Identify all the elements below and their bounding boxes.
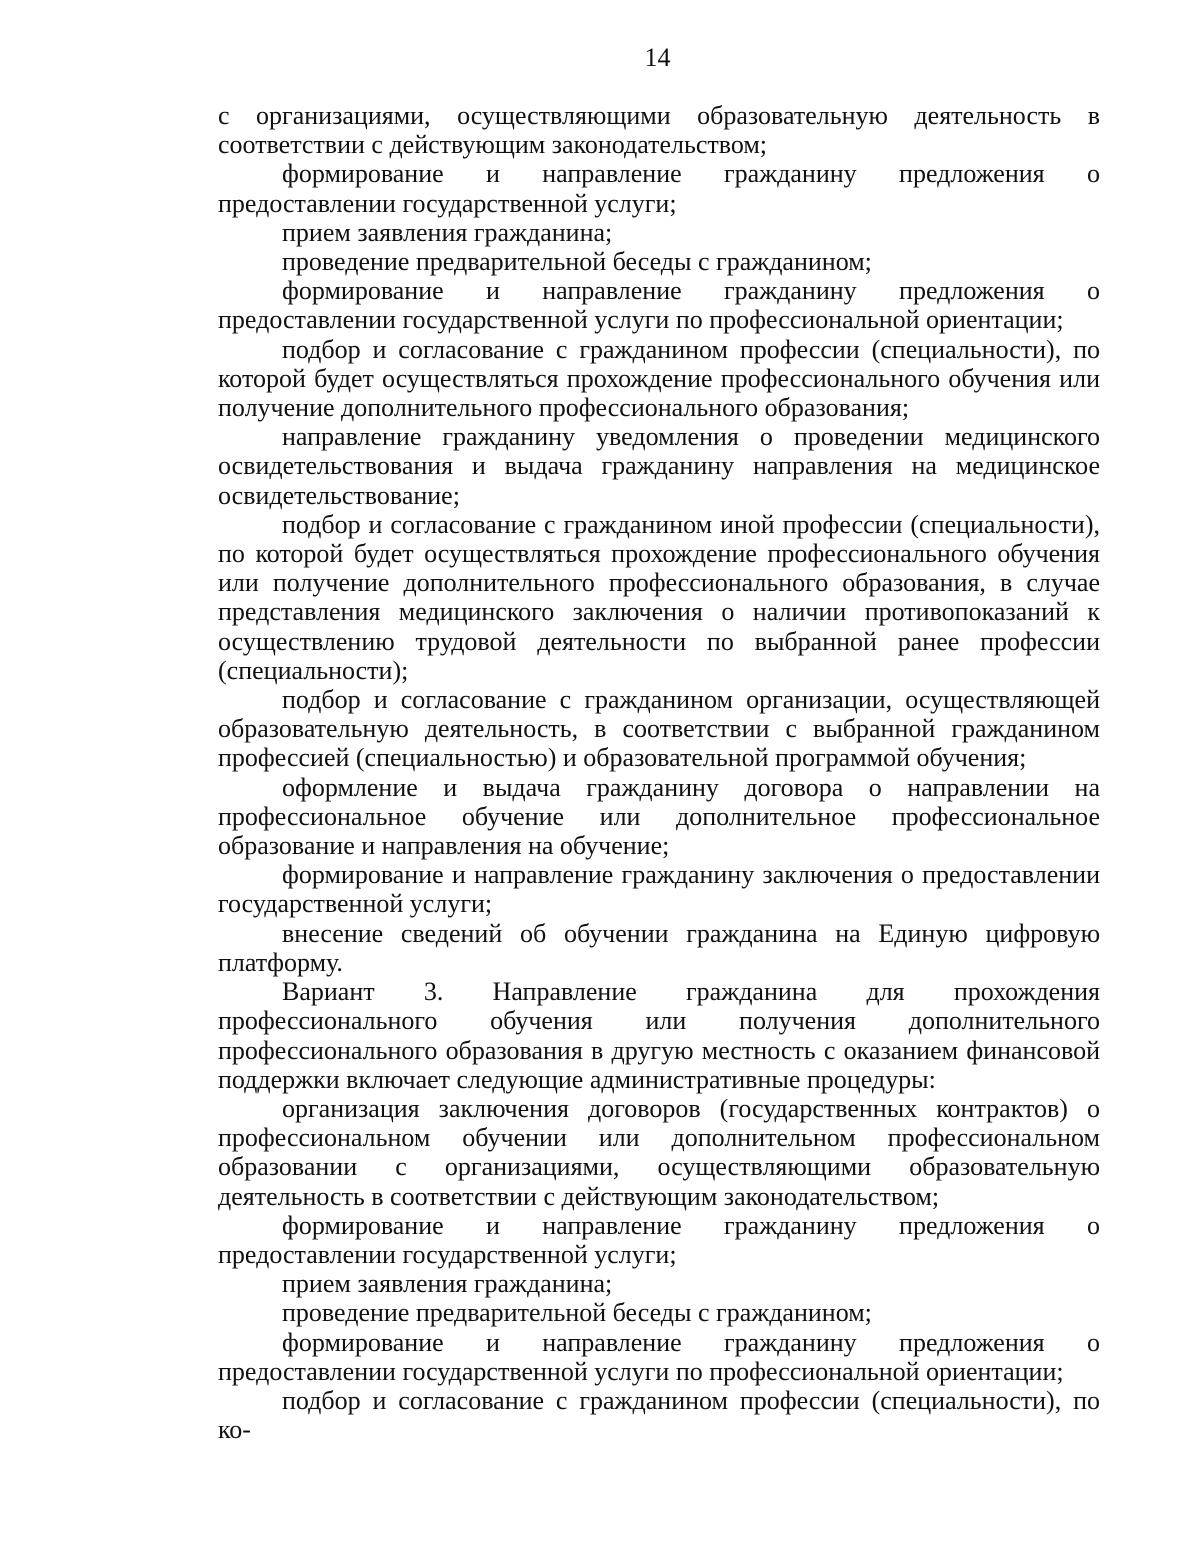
paragraph: прием заявления гражданина; bbox=[282, 1269, 613, 1299]
paragraph: формирование и направление гражданину предложения о предоставлении государственной услуги по профессиональной ориентации; bbox=[218, 276, 1100, 335]
paragraph: Вариант 3. Направление гражданина для прохождения профессионального обучения или получения дополнительного профессионального образования в другую местность с оказанием финансовой поддержки включает следующие административные процедуры: bbox=[218, 977, 1100, 1094]
paragraph: проведение предварительной беседы с гражданином; bbox=[282, 247, 872, 277]
paragraph: внесение сведений об обучении гражданина на Единую цифровую платформу. bbox=[218, 918, 1100, 977]
paragraph: формирование и направление гражданину предложения о предоставлении государственной услуги; bbox=[218, 159, 1100, 218]
document-body bbox=[218, 101, 1100, 1444]
paragraph: оформление и выдача гражданину договора о направлении на профессиональное обучение или дополнительное профессиональное образование и направления на обучение; bbox=[218, 772, 1100, 861]
paragraph: организация заключения договоров (государственных контрактов) о профессиональном обучении или дополнительном профессиональном образовании с организациями, осуществляющими образовательную деятельность в соответствии с действующим законодательством; bbox=[218, 1093, 1100, 1211]
paragraph: формирование и направление гражданину предложения о предоставлении государственной услуги; bbox=[218, 1210, 1100, 1269]
paragraph: с организациями, осуществляющими образовательную деятельность в соответствии с действующим законодательством; bbox=[218, 101, 1100, 160]
paragraph: подбор и согласование с гражданином иной профессии (специальности), по которой будет осуществляться прохождение профессионального обучения или получение дополнительного профессионального образования, в случае представления медицинского заключения о наличии противопоказаний к осуществлению трудовой деятельности по выбранной ранее профессии (специальности); bbox=[218, 509, 1100, 685]
paragraph: направление гражданину уведомления о проведении медицинского освидетельствования и выдача гражданину направления на медицинское освидетельствование; bbox=[218, 422, 1100, 510]
paragraph: проведение предварительной беседы с гражданином; bbox=[282, 1298, 872, 1328]
paragraph: формирование и направление гражданину предложения о предоставлении государственной услуги по профессиональной ориентации; bbox=[218, 1327, 1100, 1386]
paragraph: прием заявления гражданина; bbox=[282, 217, 613, 247]
paragraph: подбор и согласование с гражданином профессии (специальности), по которой будет осуществляться прохождение профессионального обучения или получение дополнительного профессионального образования; bbox=[218, 334, 1100, 423]
paragraph: формирование и направление гражданину заключения о предоставлении государственной услуги; bbox=[218, 860, 1100, 919]
page-number: 14 bbox=[644, 43, 671, 72]
paragraph: подбор и согласование с гражданином организации, осуществляющей образовательную деятельность, в соответствии с выбранной гражданином профессией (специальностью) и образовательной программой обучения; bbox=[218, 685, 1100, 773]
paragraph: подбор и согласование с гражданином профессии (специальности), по ко- bbox=[218, 1385, 1100, 1445]
